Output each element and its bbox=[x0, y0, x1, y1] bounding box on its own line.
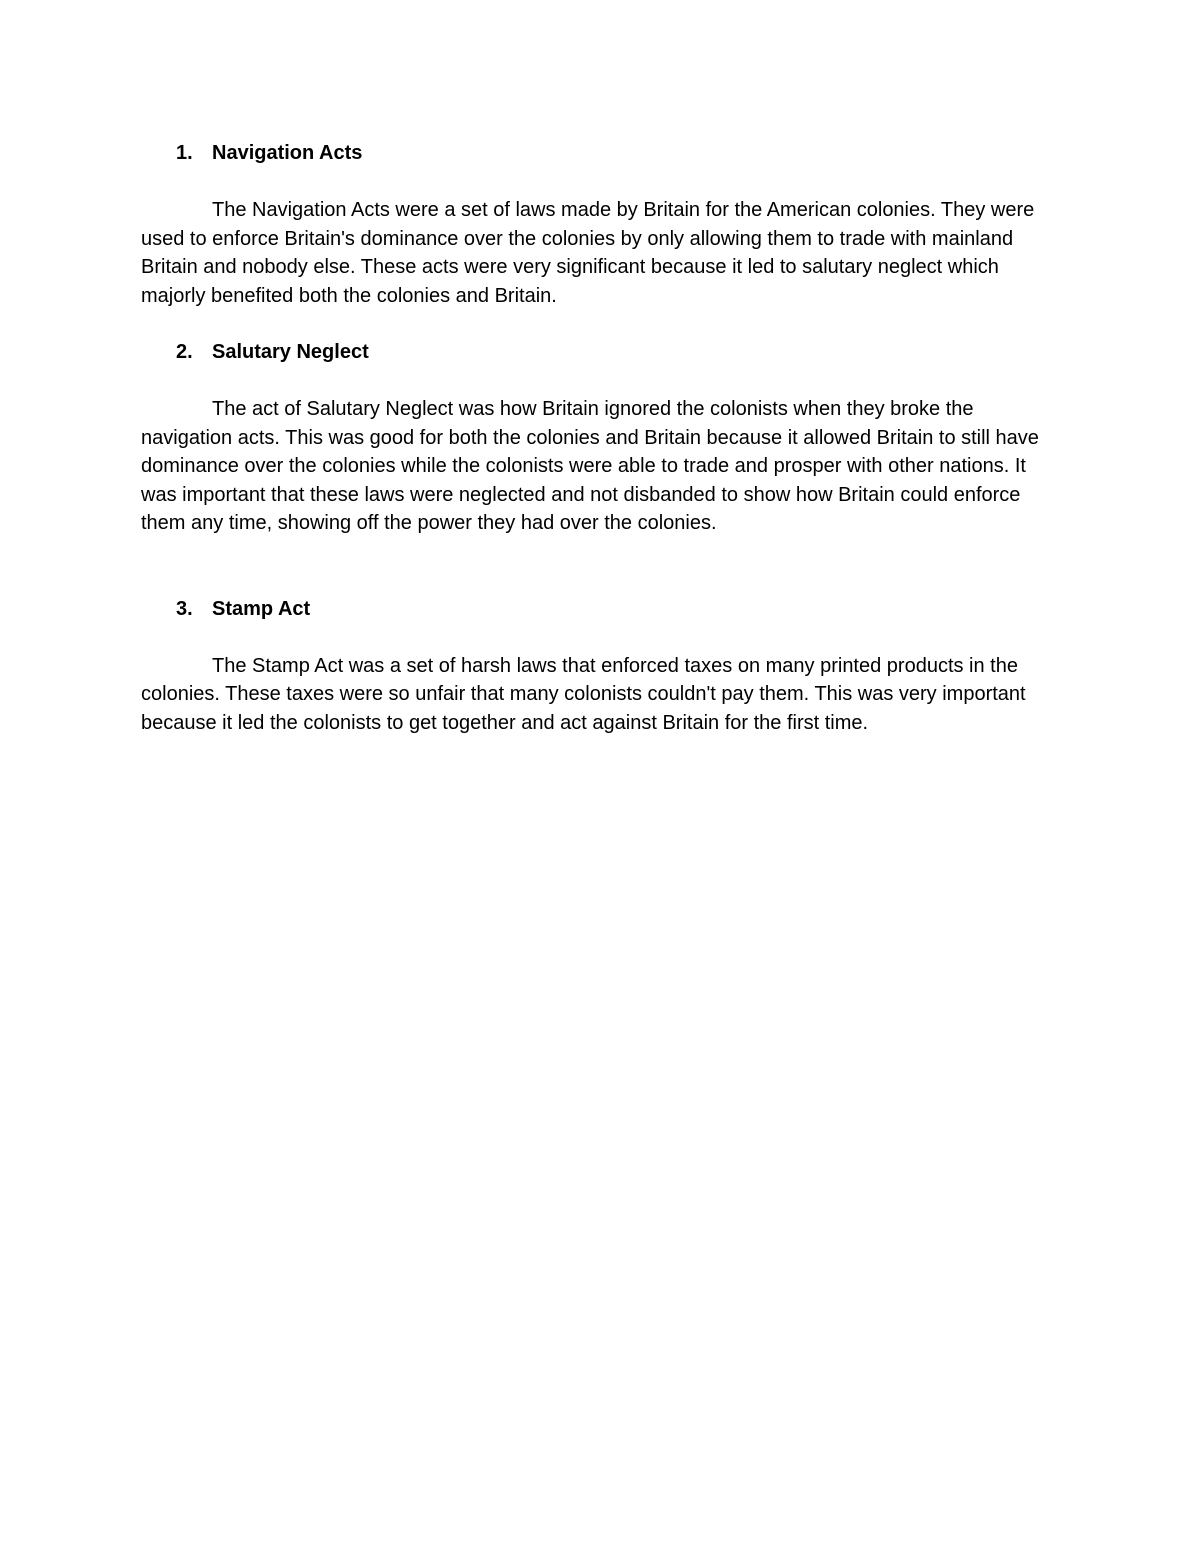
section-heading bbox=[141, 338, 1061, 367]
section-body: The Navigation Acts were a set of laws made by Britain for the American colonies. They were used to enforce Britain's dominance over the colonies by only allowing them to trade with mainland Britain and nobody else. These acts were very significant because it led to salutary neglect which majorly benefited both the colonies and Britain. bbox=[141, 199, 1035, 307]
section-title: Salutary Neglect bbox=[212, 341, 369, 363]
section-salutary-neglect bbox=[141, 338, 1061, 538]
section-stamp-act bbox=[141, 595, 1061, 738]
section-heading bbox=[141, 595, 1061, 624]
section-navigation-acts bbox=[141, 139, 1061, 310]
section-number: 2. bbox=[176, 341, 193, 363]
section-title: Stamp Act bbox=[212, 597, 311, 620]
section-number: 1. bbox=[176, 142, 193, 164]
section-title: Navigation Acts bbox=[212, 142, 363, 164]
section-body: The Stamp Act was a set of harsh laws that enforced taxes on many printed products in the colonies. These taxes were so unfair that many colonists couldn't pay them. This was very important because it led the colonists to get together and act against Britain for the first time. bbox=[141, 654, 1026, 734]
section-body: The act of Salutary Neglect was how Britain ignored the colonists when they broke the navigation acts. This was good for both the colonies and Britain because it allowed Britain to still have dominance over the colonies while the colonists were able to trade and prosper with other nations. It was important that these laws were neglected and not disbanded to show how Britain could enforce them any time, showing off the power they had over the colonies. bbox=[141, 398, 1039, 534]
document-content bbox=[141, 139, 1061, 737]
section-heading bbox=[141, 139, 1061, 168]
section-number: 3. bbox=[176, 597, 193, 620]
